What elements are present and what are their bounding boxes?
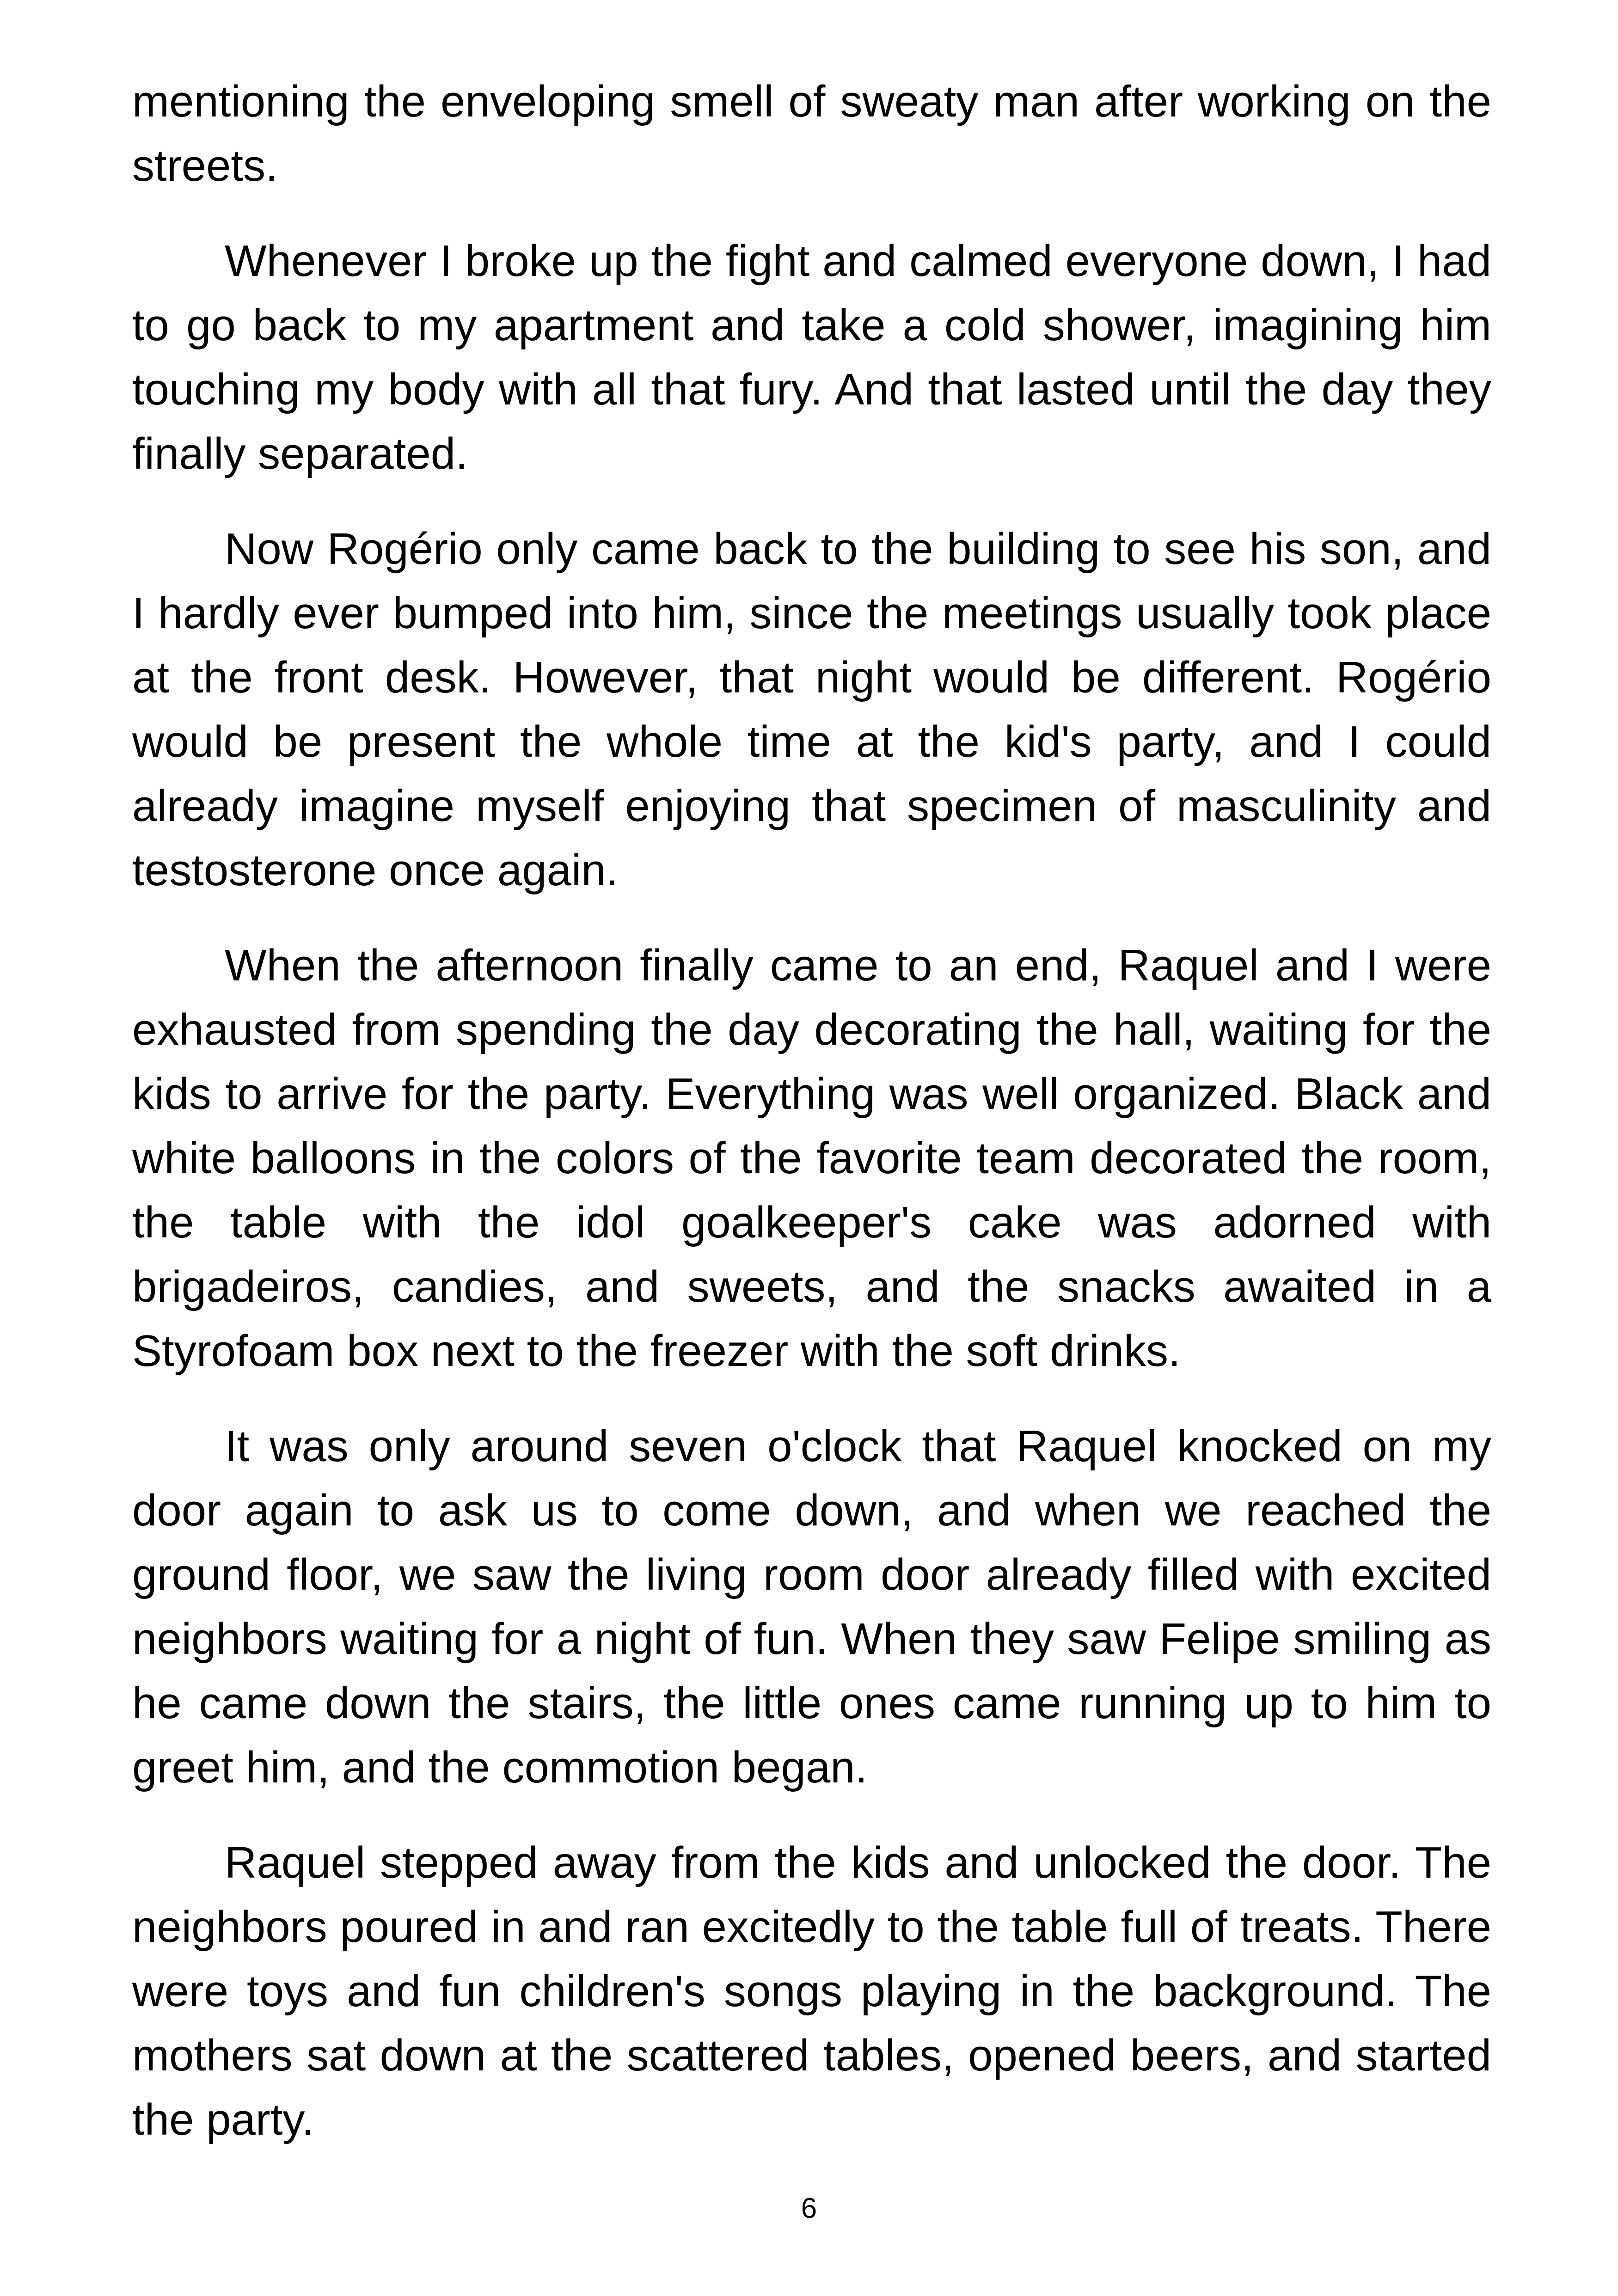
page-number: 6 (801, 2192, 817, 2224)
paragraph-6: Raquel stepped away from the kids and unlocked the door. The neighbors poured in and ran excitedly to the table full of treats. There were toys and fun children's songs playing in the background. The mothers sat down at the scattered tables, opened beers, and started the party. (132, 1838, 1491, 2144)
paragraph-2: Whenever I broke up the fight and calmed everyone down, I had to go back to my apartment and take a cold shower, imagining him touching my body with all that fury. And that lasted until the day they finally separated. (132, 236, 1491, 478)
paragraph-3: Now Rogério only came back to the building to see his son, and I hardly ever bumped into him, since the meetings usually took place at the front desk. However, that night would be different. Rogério would be present the whole time at the kid's party, and I could already imagine myself enjoying that specimen of masculinity and testosterone once again. (132, 524, 1491, 895)
paragraph-5: It was only around seven o'clock that Raquel knocked on my door again to ask us to come down, and when we reached the ground floor, we saw the living room door already filled with excited neighbors waiting for a night of fun. When they saw Felipe smiling as he came down the stairs, the little ones came running up to him to greet him, and the commotion began. (132, 1421, 1491, 1792)
paragraph-1: mentioning the enveloping smell of sweaty man after working on the streets. (132, 77, 1491, 190)
paragraph-4: When the afternoon finally came to an end, Raquel and I were exhausted from spending the day decorating the hall, waiting for the kids to arrive for the party. Everything was well organized. Black and white balloons in the colors of the favorite team decorated the room, the table with the idol goalkeeper's cake was adorned with brigadeiros, candies, and sweets, and the snacks awaited in a Styrofoam box next to the freezer with the soft drinks. (132, 941, 1491, 1376)
body-text (132, 69, 1491, 2183)
